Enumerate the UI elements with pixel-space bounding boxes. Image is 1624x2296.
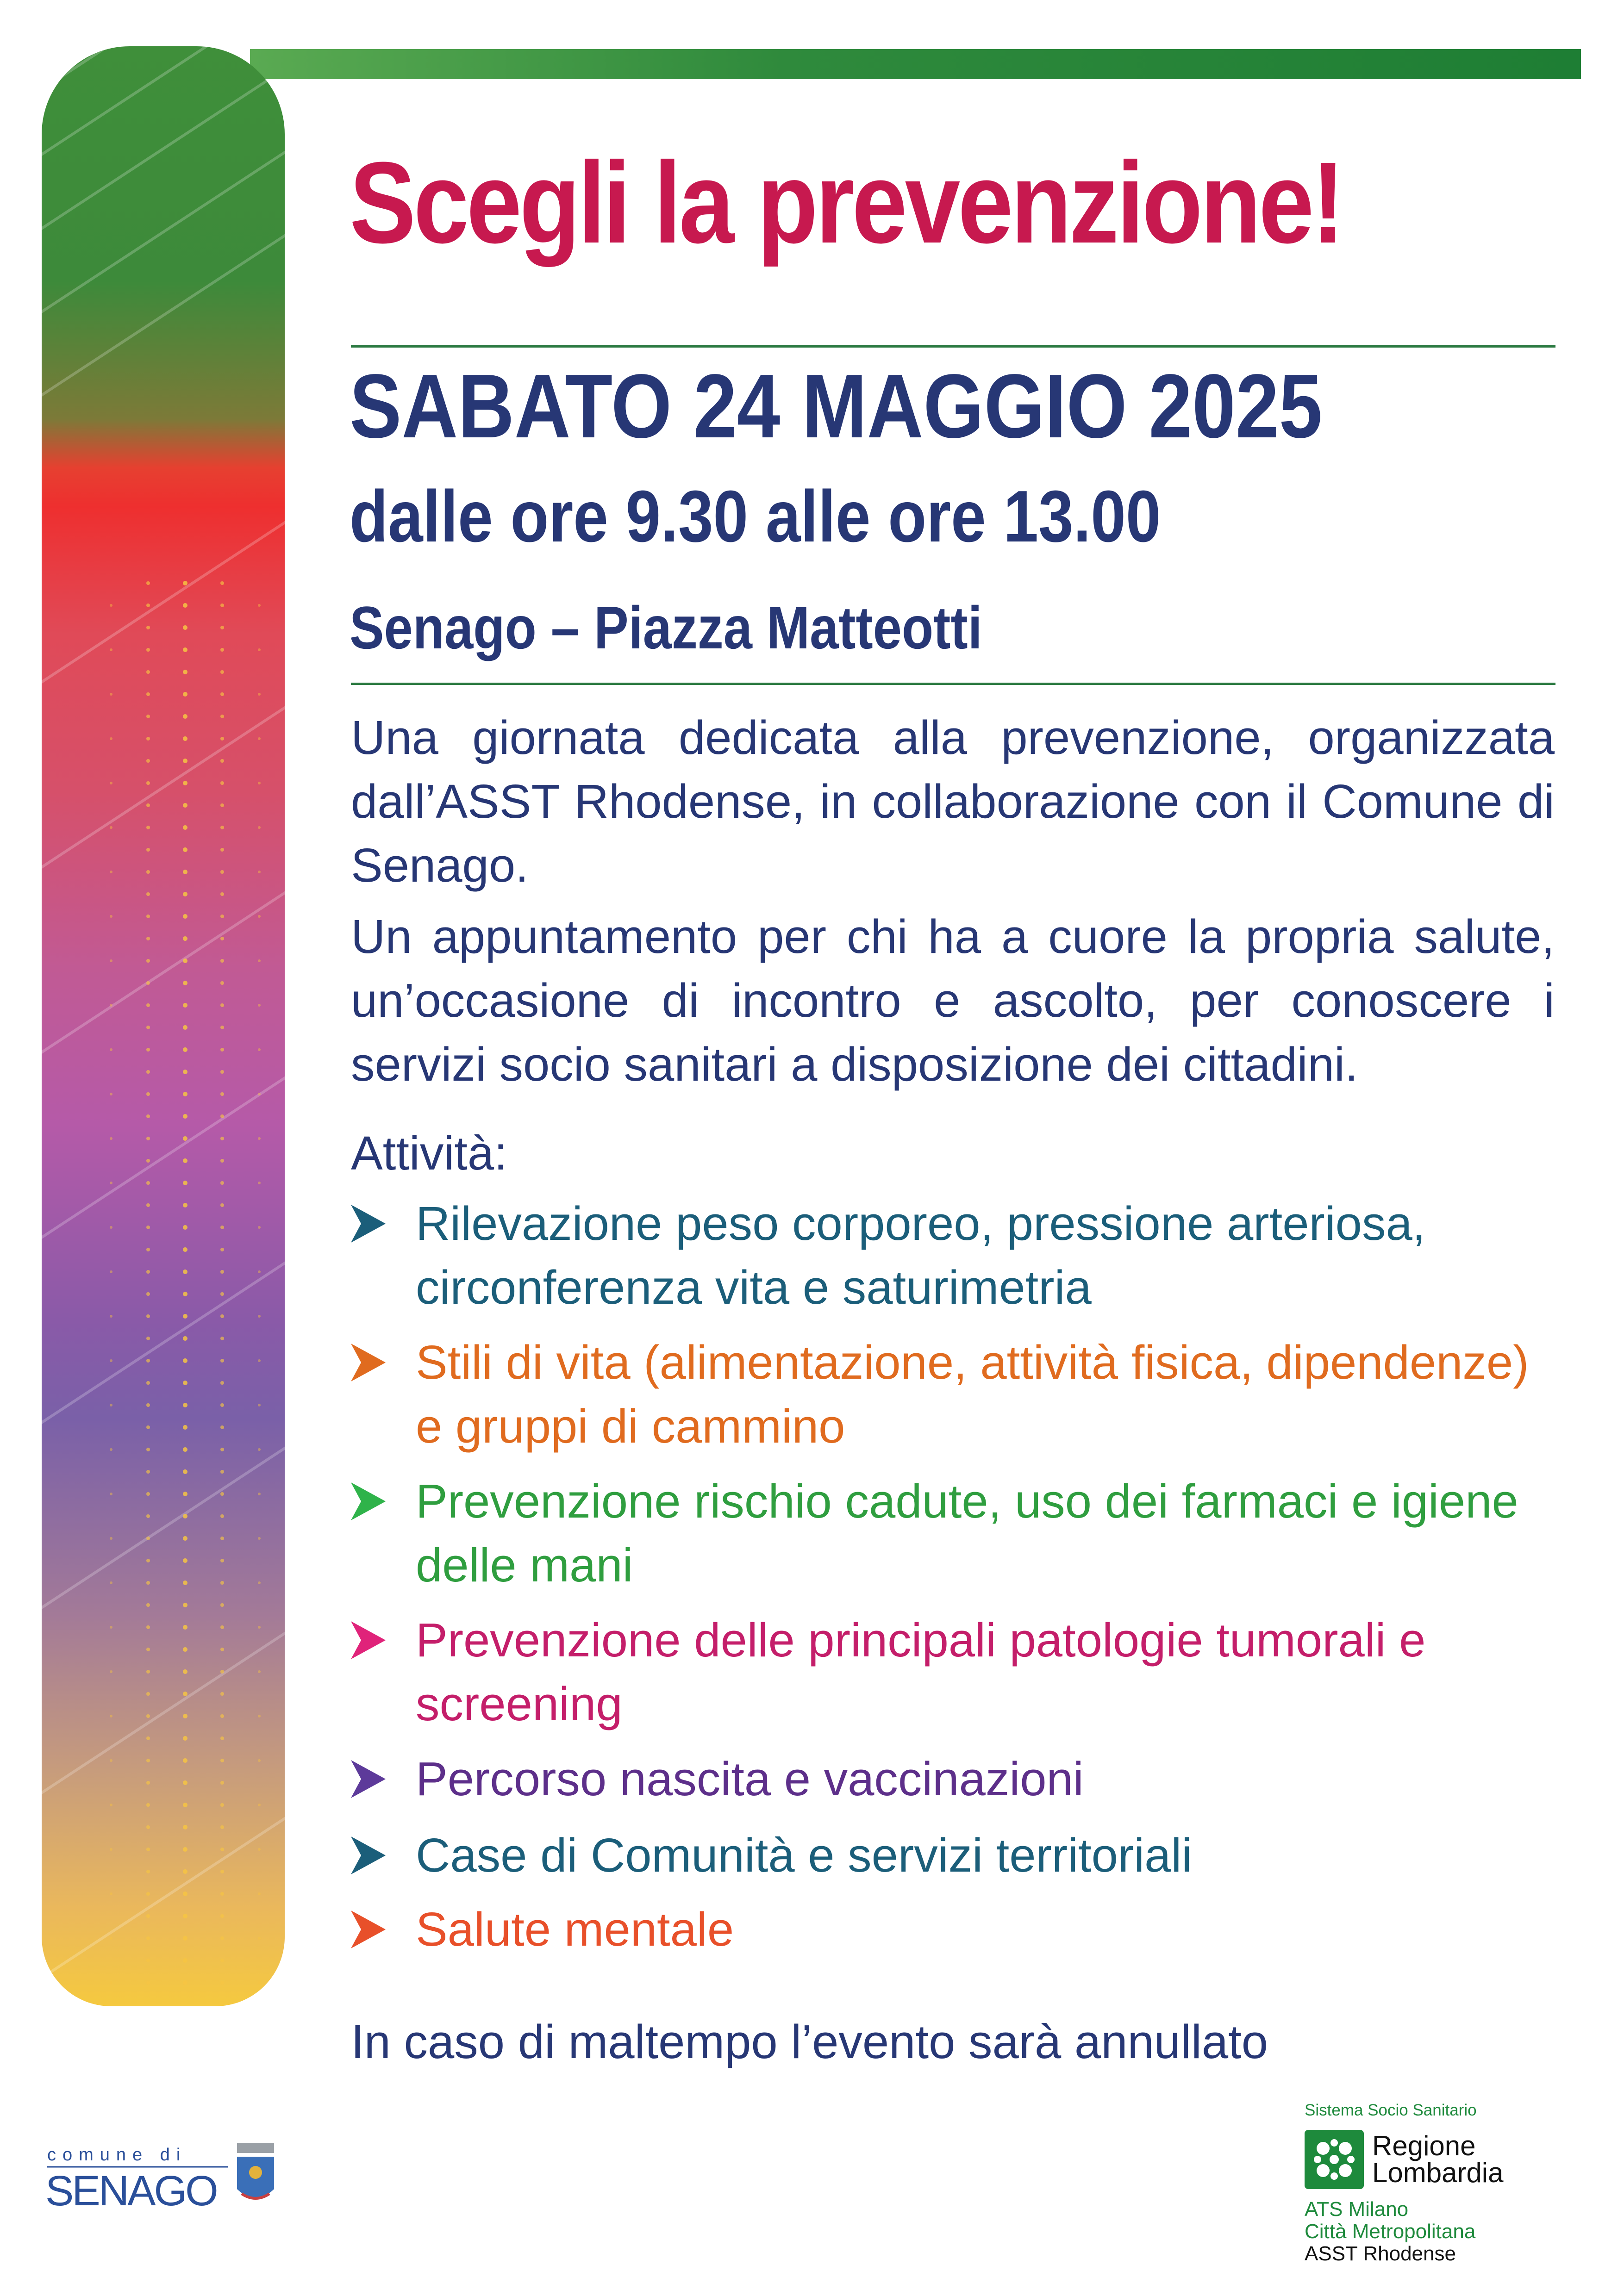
activity-text: Salute mentale: [416, 1903, 734, 1956]
divider-top: [351, 345, 1555, 348]
dot-pattern: [110, 581, 261, 1985]
top-green-bar: [250, 49, 1581, 79]
event-date: SABATO 24 MAGGIO 2025: [350, 355, 1323, 457]
coat-of-arms-icon: [237, 2143, 274, 2198]
activity-item: [351, 1823, 1564, 1887]
activities-label: Attività:: [351, 1126, 507, 1180]
rl-name-line1: Regione: [1372, 2130, 1476, 2161]
event-time: dalle ore 9.30 alle ore 13.00: [350, 476, 1161, 557]
chevron-right-icon: [351, 1344, 386, 1381]
intro-paragraph-1: Una giornata dedicata alla prevenzione, organizzata dall’ASST Rhodense, in collaborazione con il Comune di Senago.: [351, 711, 1555, 892]
rl-sub-line1: ATS Milano: [1305, 2198, 1409, 2221]
brush-texture: [42, 46, 285, 2006]
page-title: Scegli la prevenzione!: [350, 138, 1343, 267]
rl-sub-line2: Città Metropolitana: [1305, 2220, 1476, 2243]
activity-item: [351, 1608, 1564, 1736]
chevron-right-icon: [351, 1910, 386, 1948]
activity-item: [351, 1469, 1564, 1597]
rl-sub-line3: ASST Rhodense: [1305, 2242, 1456, 2265]
regione-lombardia-logo: [1305, 2101, 1601, 2265]
activity-item: [351, 1192, 1564, 1319]
chevron-right-icon: [351, 1760, 386, 1798]
chevron-right-icon: [351, 1482, 386, 1520]
rosa-camuna-icon: [1305, 2130, 1364, 2189]
intro-paragraph-2: Un appuntamento per chi ha a cuore la propria salute, un’occasione di incontro e ascolto, per conoscere i servizi socio sanitari a disposizione dei cittadini.: [351, 910, 1555, 1091]
activity-text: Percorso nascita e vaccinazioni: [416, 1752, 1084, 1805]
chevron-right-icon: [351, 1621, 386, 1659]
activity-text: Case di Comunità e servizi territoriali: [416, 1829, 1193, 1882]
activity-text: Prevenzione rischio cadute, uso dei farmaci e igiene delle mani: [416, 1475, 1518, 1592]
activity-text: Prevenzione delle principali patologie tumorali e screening: [416, 1613, 1426, 1730]
activity-text: Stili di vita (alimentazione, attività fisica, dipendenze) e gruppi di cammino: [416, 1336, 1529, 1453]
divider-bottom: [351, 683, 1555, 685]
event-place: Senago – Piazza Matteotti: [350, 594, 982, 661]
senago-logo-top-text: comune di: [47, 2145, 187, 2165]
activity-text: Rilevazione peso corporeo, pressione arteriosa, circonferenza vita e saturimetria: [416, 1197, 1426, 1314]
senago-logo: [43, 2124, 283, 2226]
decorative-brush-stripe: [42, 46, 285, 2006]
activity-item: [351, 1898, 1564, 1961]
chevron-right-icon: [351, 1205, 386, 1243]
activity-item: [351, 1747, 1564, 1811]
activity-item: [351, 1331, 1564, 1458]
chevron-right-icon: [351, 1836, 386, 1874]
weather-note: In caso di maltempo l’evento sarà annullato: [351, 2015, 1268, 2068]
rl-system-label: Sistema Socio Sanitario: [1305, 2101, 1477, 2119]
rl-name-line2: Lombardia: [1372, 2157, 1504, 2188]
senago-logo-name: SENAGO: [45, 2167, 217, 2215]
